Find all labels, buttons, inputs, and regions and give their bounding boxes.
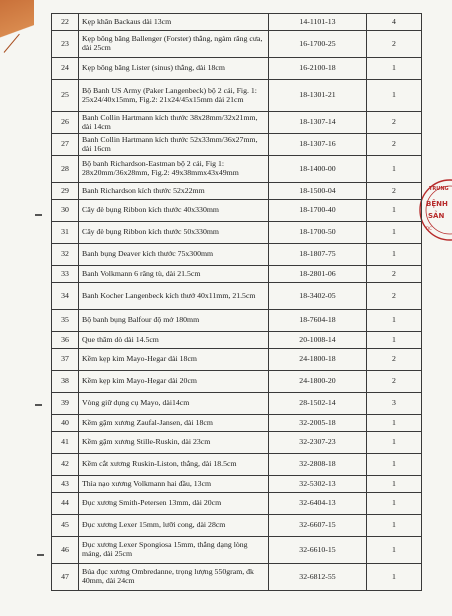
table-row bbox=[52, 112, 422, 134]
item-code: 18-1400-00 bbox=[269, 156, 367, 183]
item-quantity: 1 bbox=[367, 332, 422, 349]
item-quantity: 1 bbox=[367, 58, 422, 80]
item-name: Đục xương Lexer 15mm, lưỡi cong, dài 28cm bbox=[79, 515, 269, 537]
item-quantity: 2 bbox=[367, 266, 422, 283]
table-row bbox=[52, 349, 422, 371]
item-code: 18-7604-18 bbox=[269, 310, 367, 332]
table-row bbox=[52, 432, 422, 454]
item-quantity: 2 bbox=[367, 134, 422, 156]
table-row bbox=[52, 266, 422, 283]
row-number: 36 bbox=[52, 332, 79, 349]
item-name: Đục xương Smith-Petersen 13mm, dài 20cm bbox=[79, 493, 269, 515]
item-quantity: 1 bbox=[367, 244, 422, 266]
table-row bbox=[52, 14, 422, 31]
item-name: Vòng giữ dụng cụ Mayo, dài14cm bbox=[79, 393, 269, 415]
table-row bbox=[52, 393, 422, 415]
row-number: 44 bbox=[52, 493, 79, 515]
row-number: 26 bbox=[52, 112, 79, 134]
item-quantity: 2 bbox=[367, 183, 422, 200]
row-number: 45 bbox=[52, 515, 79, 537]
row-number: 29 bbox=[52, 183, 79, 200]
table-body bbox=[52, 14, 422, 591]
item-name: Kềm gặm xương Zaufal-Jansen, dài 18cm bbox=[79, 415, 269, 432]
item-quantity: 2 bbox=[367, 349, 422, 371]
item-quantity: 1 bbox=[367, 222, 422, 244]
item-quantity: 2 bbox=[367, 283, 422, 310]
item-name: Cây đè bụng Ribbon kích thước 50x330mm bbox=[79, 222, 269, 244]
table-row bbox=[52, 283, 422, 310]
row-number: 31 bbox=[52, 222, 79, 244]
item-name: Kẹp bông băng Ballenger (Forster) thẳng, ngàm răng cưa, dài 25cm bbox=[79, 31, 269, 58]
item-name: Búa đục xương Ombredanne, trọng lượng 550gram, đk 40mm, dài 24cm bbox=[79, 564, 269, 591]
table-row bbox=[52, 476, 422, 493]
item-quantity: 1 bbox=[367, 310, 422, 332]
item-name: Bộ banh bụng Balfour độ mở 180mm bbox=[79, 310, 269, 332]
item-code: 18-1307-16 bbox=[269, 134, 367, 156]
margin-mark bbox=[35, 214, 42, 216]
row-number: 23 bbox=[52, 31, 79, 58]
row-number: 32 bbox=[52, 244, 79, 266]
item-name: Kềm kẹp kim Mayo-Hegar dài 20cm bbox=[79, 371, 269, 393]
row-number: 37 bbox=[52, 349, 79, 371]
item-quantity: 1 bbox=[367, 493, 422, 515]
table-row bbox=[52, 244, 422, 266]
item-code: 32-2808-18 bbox=[269, 454, 367, 476]
table-row bbox=[52, 183, 422, 200]
stamp-text-san: SẢN bbox=[428, 212, 445, 220]
item-code: 32-5302-13 bbox=[269, 476, 367, 493]
item-code: 16-2100-18 bbox=[269, 58, 367, 80]
row-number: 28 bbox=[52, 156, 79, 183]
item-code: 14-1101-13 bbox=[269, 14, 367, 31]
item-code: 18-1700-40 bbox=[269, 200, 367, 222]
item-quantity: 1 bbox=[367, 156, 422, 183]
table-row bbox=[52, 200, 422, 222]
row-number: 34 bbox=[52, 283, 79, 310]
item-quantity: 1 bbox=[367, 537, 422, 564]
item-code: 32-6404-13 bbox=[269, 493, 367, 515]
item-name: Banh Collin Hartmann kích thước 38x28mm/32x21mm, dài 14cm bbox=[79, 112, 269, 134]
row-number: 39 bbox=[52, 393, 79, 415]
item-code: 20-1008-14 bbox=[269, 332, 367, 349]
item-quantity: 2 bbox=[367, 112, 422, 134]
item-code: 28-1502-14 bbox=[269, 393, 367, 415]
table-row bbox=[52, 156, 422, 183]
table-row bbox=[52, 80, 422, 112]
item-quantity: 1 bbox=[367, 415, 422, 432]
item-name: Que thăm dò dài 14.5cm bbox=[79, 332, 269, 349]
row-number: 24 bbox=[52, 58, 79, 80]
row-number: 41 bbox=[52, 432, 79, 454]
item-code: 24-1800-18 bbox=[269, 349, 367, 371]
item-code: 18-3402-05 bbox=[269, 283, 367, 310]
row-number: 33 bbox=[52, 266, 79, 283]
item-name: Banh Richardson kích thước 52x22mm bbox=[79, 183, 269, 200]
margin-mark bbox=[35, 404, 42, 406]
item-code: 18-2801-06 bbox=[269, 266, 367, 283]
table-row bbox=[52, 134, 422, 156]
item-quantity: 1 bbox=[367, 476, 422, 493]
table-row bbox=[52, 222, 422, 244]
row-number: 25 bbox=[52, 80, 79, 112]
row-number: 46 bbox=[52, 537, 79, 564]
table-row bbox=[52, 332, 422, 349]
margin-mark bbox=[37, 554, 44, 556]
stamp-text-benh: BỆNH bbox=[426, 200, 448, 208]
row-number: 22 bbox=[52, 14, 79, 31]
item-name: Kềm kẹp kim Mayo-Hegar dài 18cm bbox=[79, 349, 269, 371]
item-name: Bộ Banh US Army (Paker Langenbeck) bộ 2 cái, Fig. 1: 25x24/40x15mm, Fig.2: 21x24/45x15mm dài 21cm bbox=[79, 80, 269, 112]
item-quantity: 1 bbox=[367, 564, 422, 591]
item-code: 32-2307-23 bbox=[269, 432, 367, 454]
item-code: 16-1700-25 bbox=[269, 31, 367, 58]
item-code: 24-1800-20 bbox=[269, 371, 367, 393]
stamp-text-top: TRUNG bbox=[429, 186, 449, 192]
item-name: Bộ banh Richardson-Eastman bộ 2 cái, Fig 1: 28x20mm/36x28mm, Fig.2: 49x38mmx43x49mm bbox=[79, 156, 269, 183]
item-name: Kẹp bông băng Lister (sinus) thẳng, dài 18cm bbox=[79, 58, 269, 80]
item-code: 18-1500-04 bbox=[269, 183, 367, 200]
row-number: 27 bbox=[52, 134, 79, 156]
table-row bbox=[52, 415, 422, 432]
table-row bbox=[52, 310, 422, 332]
table-row bbox=[52, 31, 422, 58]
row-number: 43 bbox=[52, 476, 79, 493]
item-name: Banh Volkmann 6 răng tù, dài 21.5cm bbox=[79, 266, 269, 283]
row-number: 40 bbox=[52, 415, 79, 432]
item-name: Banh bụng Deaver kích thước 75x300mm bbox=[79, 244, 269, 266]
table-row bbox=[52, 454, 422, 476]
equipment-table bbox=[51, 13, 422, 591]
item-code: 32-6812-55 bbox=[269, 564, 367, 591]
table-row bbox=[52, 537, 422, 564]
item-quantity: 1 bbox=[367, 515, 422, 537]
row-number: 35 bbox=[52, 310, 79, 332]
item-name: Kềm cắt xương Ruskin-Liston, thẳng, dài 18.5cm bbox=[79, 454, 269, 476]
item-code: 18-1307-14 bbox=[269, 112, 367, 134]
table-row bbox=[52, 58, 422, 80]
item-name: Banh Collin Hartmann kích thước 52x33mm/36x27mm, dài 16cm bbox=[79, 134, 269, 156]
item-name: Thìa nạo xương Volkmann hai đầu, 13cm bbox=[79, 476, 269, 493]
item-code: 18-1700-50 bbox=[269, 222, 367, 244]
item-quantity: 2 bbox=[367, 31, 422, 58]
row-number: 38 bbox=[52, 371, 79, 393]
item-quantity: 1 bbox=[367, 432, 422, 454]
item-code: 18-1301-21 bbox=[269, 80, 367, 112]
table-row bbox=[52, 564, 422, 591]
row-number: 47 bbox=[52, 564, 79, 591]
item-quantity: 1 bbox=[367, 200, 422, 222]
item-code: 32-6607-15 bbox=[269, 515, 367, 537]
item-quantity: 2 bbox=[367, 371, 422, 393]
item-name: Banh Kocher Langenbeck kích thướ 40x11mm, 21.5cm bbox=[79, 283, 269, 310]
item-name: Đục xương Lexer Spongiosa 15mm, thẳng dạng lòng máng, dài 25cm bbox=[79, 537, 269, 564]
item-quantity: 1 bbox=[367, 454, 422, 476]
row-number: 30 bbox=[52, 200, 79, 222]
row-number: 42 bbox=[52, 454, 79, 476]
item-code: 32-2005-18 bbox=[269, 415, 367, 432]
stamp-text-bottom: DC bbox=[426, 226, 432, 231]
item-code: 18-1807-75 bbox=[269, 244, 367, 266]
item-name: Kềm gặm xương Stille-Ruskin, dài 23cm bbox=[79, 432, 269, 454]
table-row bbox=[52, 371, 422, 393]
table-row bbox=[52, 515, 422, 537]
table-row bbox=[52, 493, 422, 515]
item-quantity: 3 bbox=[367, 393, 422, 415]
item-name: Kẹp khăn Backaus dài 13cm bbox=[79, 14, 269, 31]
item-name: Cây đè bụng Ribbon kích thước 40x330mm bbox=[79, 200, 269, 222]
item-quantity: 1 bbox=[367, 80, 422, 112]
item-code: 32-6610-15 bbox=[269, 537, 367, 564]
item-quantity: 4 bbox=[367, 14, 422, 31]
